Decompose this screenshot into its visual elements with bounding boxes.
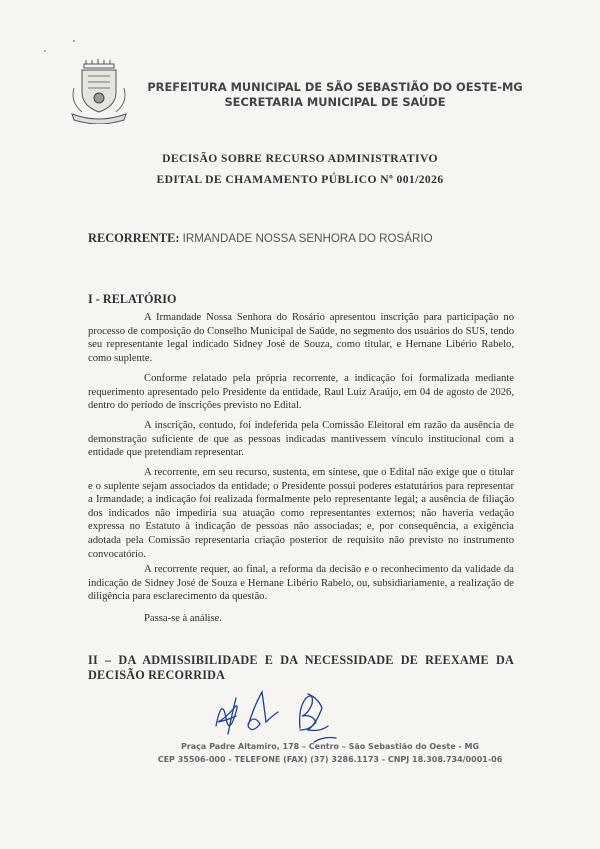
paragraph-text: Passa-se à análise.	[144, 613, 222, 624]
paragraph-text: Conforme relatado pela própria recorrente, a indicação foi formalizada mediante requerimento apresentado pelo Presidente da entidade, Raul Luiz Araújo, em 04 de agosto de 2026, dentro do período de inscrições previsto no Edital.	[88, 373, 514, 412]
section-heading-relatorio: I - RELATÓRIO	[88, 292, 177, 306]
scan-speck	[73, 40, 75, 42]
paragraph-text: A recorrente, em seu recurso, sustenta, em síntese, que o Edital não exige que o titular e o suplente sejam associados da entidade; o Presidente possui poderes estatutários para representar a Irmandade; a indicação foi realizada formalmente pelo representante legal; a ausência de filiação dos indicados não impediria sua atuação como representantes externos; não haveria vedação expressa no Estatuto à indicação de pessoas não associadas; e, por consequência, a exigência adotada pela Comissão representaria criação posterior de requisito não previsto no instrumento convocatório.	[88, 467, 514, 560]
paragraph-text: A inscrição, contudo, foi indeferida pela Comissão Eleitoral em razão da ausência de demonstração suficiente de que as pessoas indicadas mantivessem vínculo institucional com a entidade que pretendiam representar.	[88, 420, 514, 459]
paragraph	[88, 311, 514, 365]
scan-speck	[44, 50, 46, 52]
recorrente-line	[88, 231, 433, 246]
paragraph-text: A recorrente requer, ao final, a reforma da decisão e o reconhecimento da validade da indicação de Sidney José de Souza e Hernane Libério Rabelo, ou, subsidiariamente, a realização de diligência para esclarecimento da questão.	[88, 564, 514, 603]
paragraph-text: A Irmandade Nossa Senhora do Rosário apresentou inscrição para participação no processo de composição do Conselho Municipal de Saúde, no segmento dos usuários do SUS, tendo seu representante legal indicado Sidney José de Souza, como titular, e Hernane Libério Rabelo, como suplente.	[88, 312, 514, 364]
paragraph	[88, 466, 514, 561]
section-heading-admissibilidade: II – DA ADMISSIBILIDADE E DA NECESSIDADE DE REEXAME DA DECISÃO RECORRIDA	[88, 653, 514, 682]
recorrente-value: IRMANDADE NOSSA SENHORA DO ROSÁRIO	[182, 232, 433, 245]
paragraph	[88, 419, 514, 460]
footer-contact: CEP 35506-000 - TELEFONE (FAX) (37) 3286.1173 - CNPJ 18.308.734/0001-06	[157, 755, 503, 764]
recorrente-label: RECORRENTE:	[88, 231, 180, 245]
paragraph	[88, 612, 514, 626]
letterhead-secretaria: SECRETARIA MUNICIPAL DE SAÚDE	[224, 95, 446, 109]
paragraph	[88, 563, 514, 604]
handwritten-signature-icon	[208, 686, 368, 746]
document-title: DECISÃO SOBRE RECURSO ADMINISTRATIVO	[162, 152, 438, 165]
footer-address: Praça Padre Altamiro, 178 – Centro – São Sebastião do Oeste - MG	[180, 742, 480, 751]
paragraph	[88, 372, 514, 413]
document-subtitle: EDITAL DE CHAMAMENTO PÚBLICO Nº 001/2026	[156, 173, 444, 186]
letterhead-prefeitura: PREFEITURA MUNICIPAL DE SÃO SEBASTIÃO DO OESTE-MG	[147, 80, 523, 94]
